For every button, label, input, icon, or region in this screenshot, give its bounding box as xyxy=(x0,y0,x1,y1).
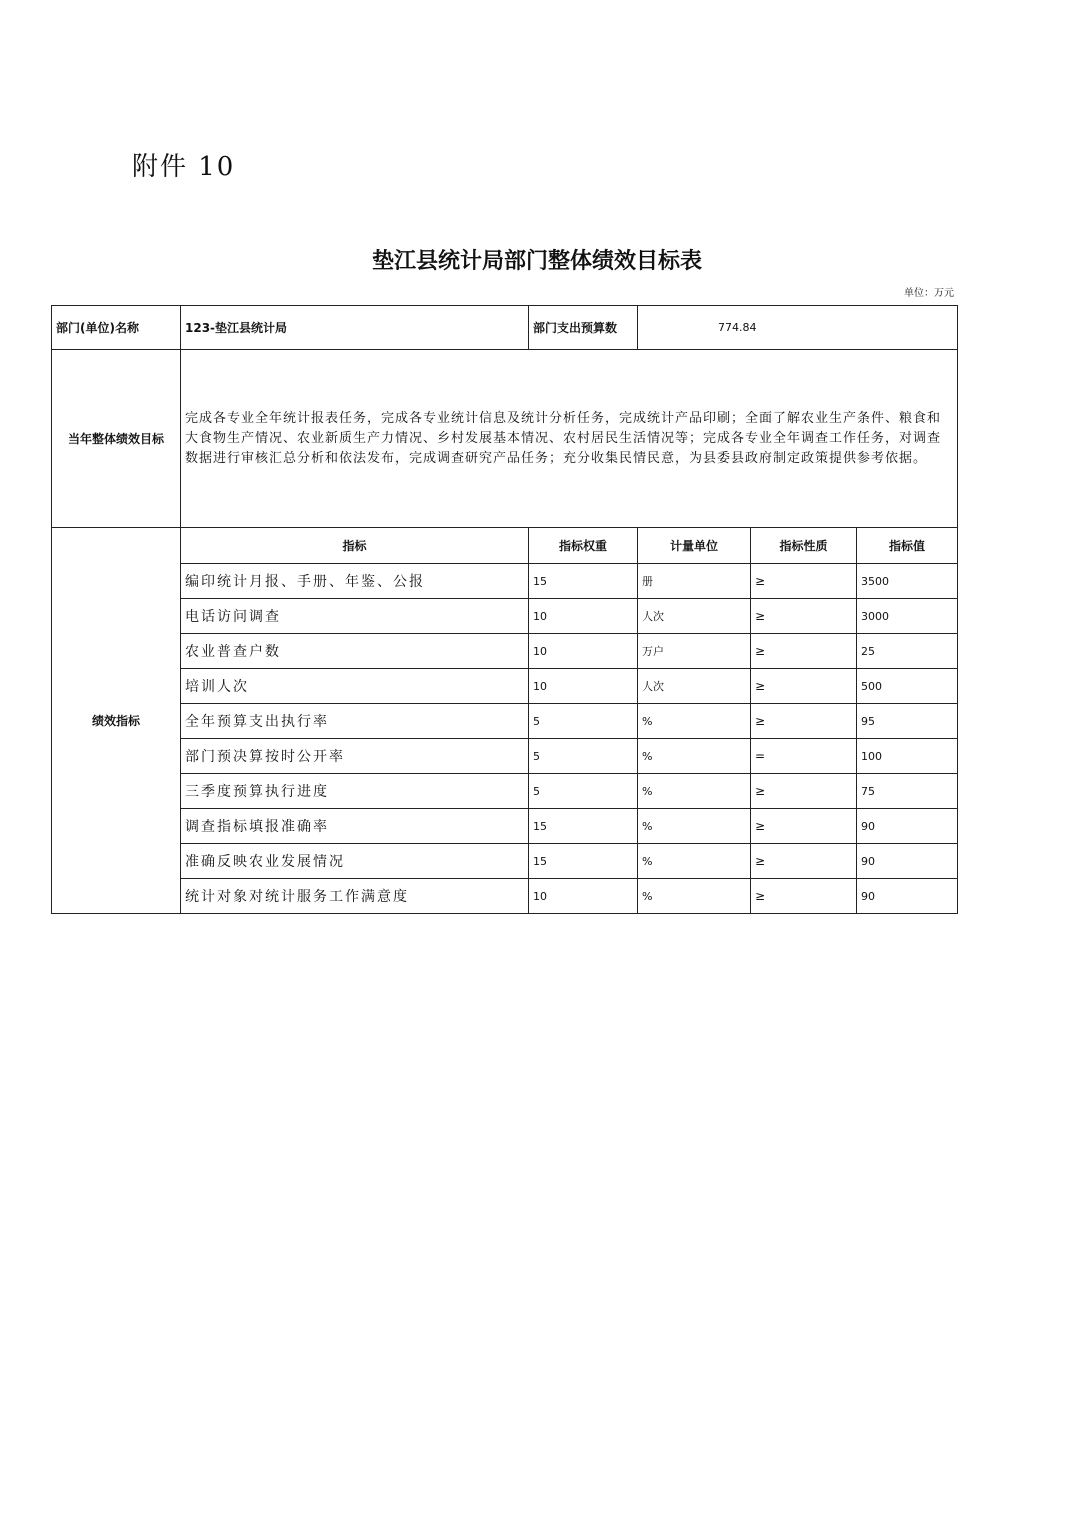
indicator-name: 培训人次 xyxy=(181,669,529,704)
table-row xyxy=(52,634,958,669)
indicator-weight: 15 xyxy=(529,564,638,599)
indicator-weight: 10 xyxy=(529,634,638,669)
indicator-weight: 10 xyxy=(529,599,638,634)
indicator-value: 90 xyxy=(857,809,958,844)
col-header-weight: 指标权重 xyxy=(529,528,638,564)
indicator-unit: 人次 xyxy=(638,669,751,704)
indicator-value: 500 xyxy=(857,669,958,704)
indicator-unit: % xyxy=(638,774,751,809)
table-row xyxy=(52,564,958,599)
indicator-weight: 5 xyxy=(529,704,638,739)
table-row xyxy=(52,704,958,739)
table-row xyxy=(52,844,958,879)
indicator-weight: 10 xyxy=(529,879,638,914)
indicator-nature: ≥ xyxy=(751,774,857,809)
page-title: 垫江县统计局部门整体绩效目标表 xyxy=(371,248,702,274)
performance-table xyxy=(51,305,958,914)
indicator-name: 部门预决算按时公开率 xyxy=(181,739,529,774)
col-header-indicator: 指标 xyxy=(181,528,529,564)
indicators-label: 绩效指标 xyxy=(52,528,181,914)
indicator-value: 90 xyxy=(857,879,958,914)
indicator-value: 3000 xyxy=(857,599,958,634)
indicator-name: 电话访问调查 xyxy=(181,599,529,634)
indicator-weight: 5 xyxy=(529,774,638,809)
indicator-value: 95 xyxy=(857,704,958,739)
dept-name: 123-垫江县统计局 xyxy=(181,306,529,350)
indicator-unit: 人次 xyxy=(638,599,751,634)
indicator-unit: % xyxy=(638,739,751,774)
table-row xyxy=(52,739,958,774)
indicator-nature: ≥ xyxy=(751,669,857,704)
dept-label: 部门(单位)名称 xyxy=(52,306,181,350)
indicator-nature: = xyxy=(751,739,857,774)
indicator-value: 90 xyxy=(857,844,958,879)
col-header-nature: 指标性质 xyxy=(751,528,857,564)
indicator-name: 全年预算支出执行率 xyxy=(181,704,529,739)
table-row xyxy=(52,669,958,704)
goal-text: 完成各专业全年统计报表任务，完成各专业统计信息及统计分析任务，完成统计产品印刷；全面了解农业生产条件、粮食和大食物生产情况、农业新质生产力情况、乡村发展基本情况、农村居民生活情况等；完成各专业全年调查工作任务，对调查数据进行审核汇总分析和依法发布，完成调查研究产品任务；充分收集民情民意，为县委县政府制定政策提供参考依据。 xyxy=(181,350,958,528)
indicator-unit: % xyxy=(638,844,751,879)
indicator-unit: % xyxy=(638,879,751,914)
indicator-header-row xyxy=(52,528,958,564)
indicator-nature: ≥ xyxy=(751,634,857,669)
indicator-weight: 10 xyxy=(529,669,638,704)
indicator-value: 3500 xyxy=(857,564,958,599)
indicator-name: 统计对象对统计服务工作满意度 xyxy=(181,879,529,914)
indicator-weight: 15 xyxy=(529,809,638,844)
unit-note: 单位：万元 xyxy=(904,288,954,299)
table-row xyxy=(52,879,958,914)
goal-label: 当年整体绩效目标 xyxy=(52,350,181,528)
indicator-value: 100 xyxy=(857,739,958,774)
indicator-value: 75 xyxy=(857,774,958,809)
budget-value: 774.84 xyxy=(638,306,958,350)
indicator-name: 编印统计月报、手册、年鉴、公报 xyxy=(181,564,529,599)
indicator-name: 调查指标填报准确率 xyxy=(181,809,529,844)
indicator-nature: ≥ xyxy=(751,564,857,599)
indicator-weight: 15 xyxy=(529,844,638,879)
col-header-value: 指标值 xyxy=(857,528,958,564)
table-row xyxy=(52,774,958,809)
indicator-nature: ≥ xyxy=(751,844,857,879)
indicator-nature: ≥ xyxy=(751,879,857,914)
header-row xyxy=(52,306,958,350)
indicator-nature: ≥ xyxy=(751,704,857,739)
goal-row xyxy=(52,350,958,528)
indicator-unit: 万户 xyxy=(638,634,751,669)
indicator-value: 25 xyxy=(857,634,958,669)
indicator-name: 三季度预算执行进度 xyxy=(181,774,529,809)
table-row xyxy=(52,599,958,634)
col-header-unit: 计量单位 xyxy=(638,528,751,564)
budget-label: 部门支出预算数 xyxy=(529,306,638,350)
indicator-unit: % xyxy=(638,809,751,844)
indicator-name: 农业普查户数 xyxy=(181,634,529,669)
indicator-unit: % xyxy=(638,704,751,739)
indicator-nature: ≥ xyxy=(751,599,857,634)
indicator-nature: ≥ xyxy=(751,809,857,844)
table-row xyxy=(52,809,958,844)
indicator-weight: 5 xyxy=(529,739,638,774)
indicator-name: 准确反映农业发展情况 xyxy=(181,844,529,879)
attachment-label: 附件 10 xyxy=(132,152,236,182)
indicator-unit: 册 xyxy=(638,564,751,599)
